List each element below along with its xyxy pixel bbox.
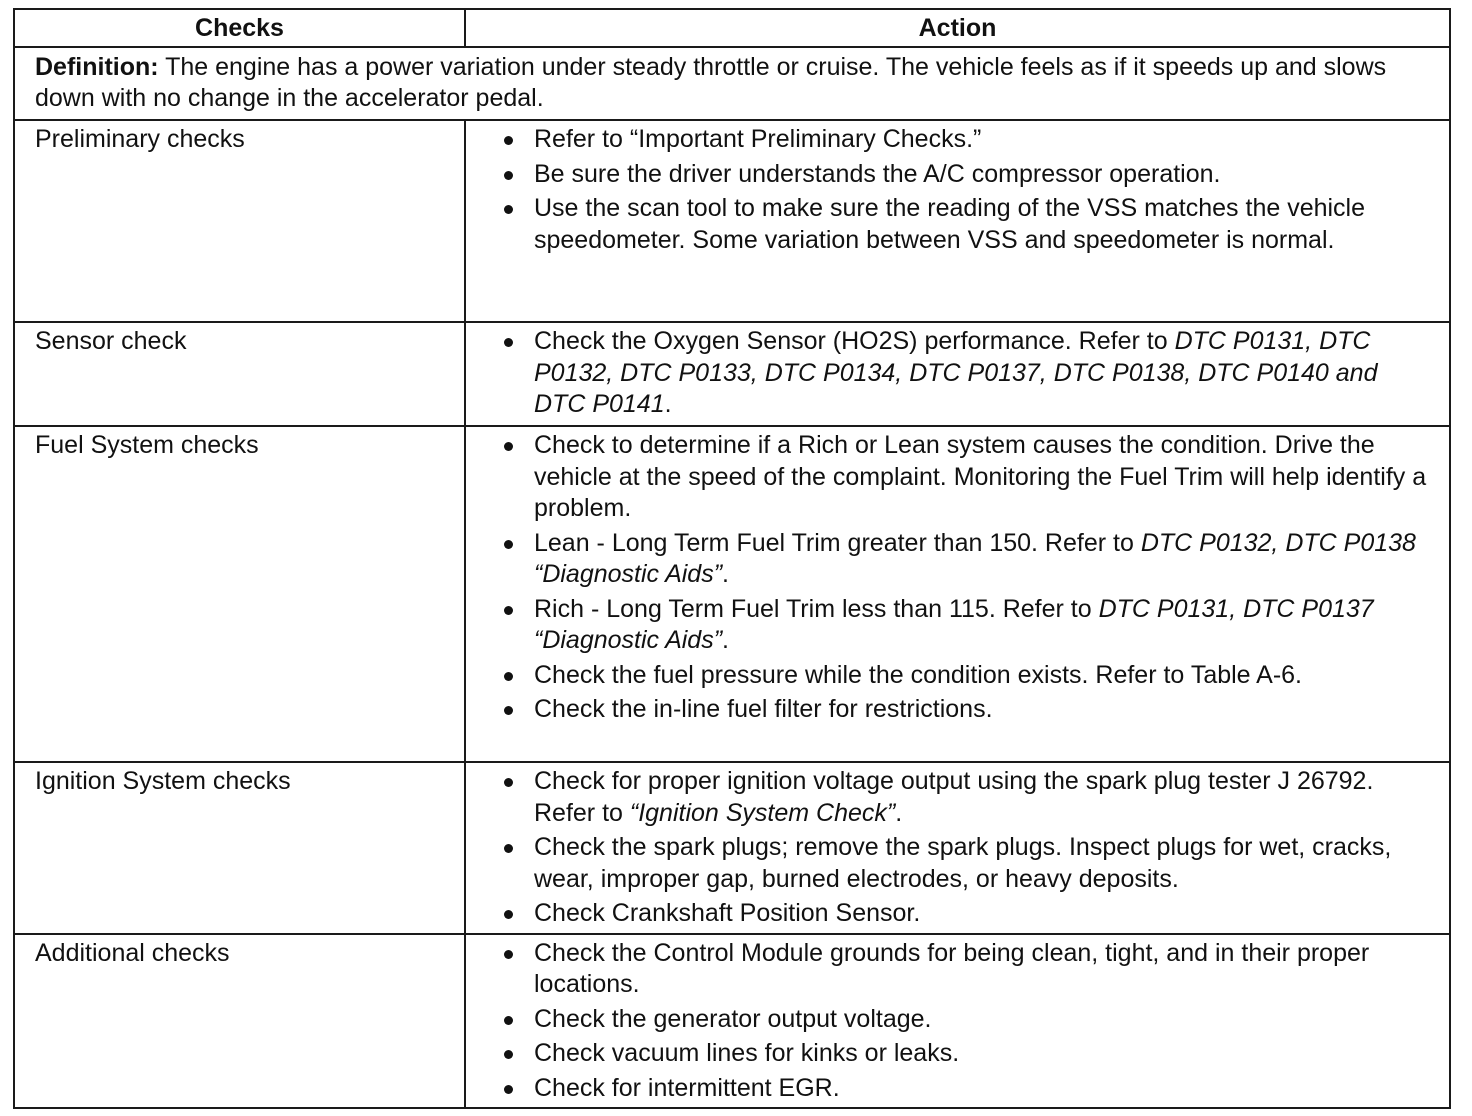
action-cell xyxy=(465,762,1450,934)
item-text: Check for proper ignition voltage output using the spark plug tester J 26792. Refer to xyxy=(534,767,1374,827)
list-item xyxy=(502,938,1429,1001)
check-cell: Sensor check xyxy=(14,322,465,426)
list-item xyxy=(502,898,1429,930)
bullet-icon xyxy=(504,706,513,715)
action-list xyxy=(502,766,1429,930)
item-tail: . xyxy=(722,626,729,654)
item-reference: “Ignition System Check” xyxy=(629,798,896,827)
bullet-icon xyxy=(504,778,513,787)
table-row xyxy=(14,934,1450,1109)
item-tail: . xyxy=(722,560,729,588)
list-item xyxy=(502,766,1429,829)
definition-cell xyxy=(14,47,1450,120)
action-cell xyxy=(465,934,1450,1109)
bullet-icon xyxy=(504,205,513,214)
item-text: Check vacuum lines for kinks or leaks. xyxy=(534,1039,960,1067)
list-item xyxy=(502,594,1429,657)
bullet-icon xyxy=(504,606,513,615)
item-reference: DTC P0131, DTC P0137 “Diagnostic Aids” xyxy=(534,594,1374,654)
item-text: Refer to “Important Preliminary Checks.” xyxy=(534,125,982,153)
item-text: Be sure the driver understands the A/C compressor operation. xyxy=(534,159,1221,188)
bullet-icon xyxy=(504,1050,513,1059)
bullet-icon xyxy=(504,950,513,959)
checks-column-header: Checks xyxy=(14,9,465,47)
list-item xyxy=(502,1073,1429,1105)
action-list xyxy=(502,430,1429,726)
item-text: Check the Oxygen Sensor (HO2S) performance. Refer to xyxy=(534,327,1175,355)
bullet-icon xyxy=(504,540,513,549)
check-cell: Preliminary checks xyxy=(14,120,465,322)
action-cell xyxy=(465,322,1450,426)
bullet-icon xyxy=(504,910,513,919)
check-cell: Ignition System checks xyxy=(14,762,465,934)
action-cell xyxy=(465,120,1450,322)
list-item xyxy=(502,660,1429,692)
action-cell xyxy=(465,426,1450,762)
list-item xyxy=(502,430,1429,525)
table-row xyxy=(14,322,1450,426)
item-text: Lean - Long Term Fuel Trim greater than 150. Refer to xyxy=(534,528,1141,557)
bullet-icon xyxy=(504,1085,513,1094)
item-text: Use the scan tool to make sure the reading of the VSS matches the vehicle speedometer. Some variation between VSS and speedometer is normal. xyxy=(534,194,1366,254)
list-item xyxy=(502,832,1429,895)
action-list xyxy=(502,124,1429,256)
item-text: Rich - Long Term Fuel Trim less than 115. Refer to xyxy=(534,594,1099,623)
item-text: Check the spark plugs; remove the spark plugs. Inspect plugs for wet, cracks, wear, improper gap, burned electrodes, or heavy deposits. xyxy=(534,833,1392,893)
action-list xyxy=(502,938,1429,1105)
definition-text: The engine has a power variation under steady throttle or cruise. The vehicle feels as if it speeds up and slows down with no change in the accelerator pedal. xyxy=(35,53,1387,112)
bullet-icon xyxy=(504,844,513,853)
list-item xyxy=(502,528,1429,591)
table-row xyxy=(14,120,1450,322)
bullet-icon xyxy=(504,672,513,681)
item-tail: . xyxy=(895,798,903,827)
item-tail: . xyxy=(664,390,672,418)
table-row xyxy=(14,426,1450,762)
item-text: Check Crankshaft Position Sensor. xyxy=(534,899,921,927)
list-item xyxy=(502,193,1429,256)
item-text: Check the Control Module grounds for being clean, tight, and in their proper locations. xyxy=(534,938,1370,998)
item-text: Check for intermittent EGR. xyxy=(534,1073,840,1102)
check-cell: Additional checks xyxy=(14,934,465,1109)
bullet-icon xyxy=(504,442,513,451)
action-column-header: Action xyxy=(465,9,1450,47)
list-item xyxy=(502,326,1429,421)
definition-row xyxy=(14,47,1450,120)
bullet-icon xyxy=(504,171,513,180)
header-row xyxy=(14,9,1450,47)
diagnostic-table xyxy=(13,8,1451,1109)
definition-label: Definition: xyxy=(35,53,159,81)
item-text: Check the in-line fuel filter for restrictions. xyxy=(534,695,993,723)
item-reference: DTC P0131, DTC P0132, DTC P0133, DTC P0134, DTC P0137, DTC P0138, DTC P0140 and DTC P0141 xyxy=(534,327,1378,418)
bullet-icon xyxy=(504,1016,513,1025)
list-item xyxy=(502,1004,1429,1036)
item-text: Check the generator output voltage. xyxy=(534,1004,932,1033)
table-row xyxy=(14,762,1450,934)
bullet-icon xyxy=(504,338,513,347)
list-item xyxy=(502,1038,1429,1070)
list-item xyxy=(502,159,1429,191)
item-text: Check the fuel pressure while the condition exists. Refer to Table A-6. xyxy=(534,660,1303,689)
item-text: Check to determine if a Rich or Lean system causes the condition. Drive the vehicle at the speed of the complaint. Monitoring the Fuel Trim will help identify a problem. xyxy=(534,431,1427,522)
bullet-icon xyxy=(504,136,513,145)
action-list xyxy=(502,326,1429,421)
check-cell: Fuel System checks xyxy=(14,426,465,762)
item-reference: DTC P0132, DTC P0138 “Diagnostic Aids” xyxy=(534,528,1416,588)
list-item xyxy=(502,124,1429,156)
list-item xyxy=(502,694,1429,726)
diagnostic-table-page xyxy=(13,8,1451,1109)
